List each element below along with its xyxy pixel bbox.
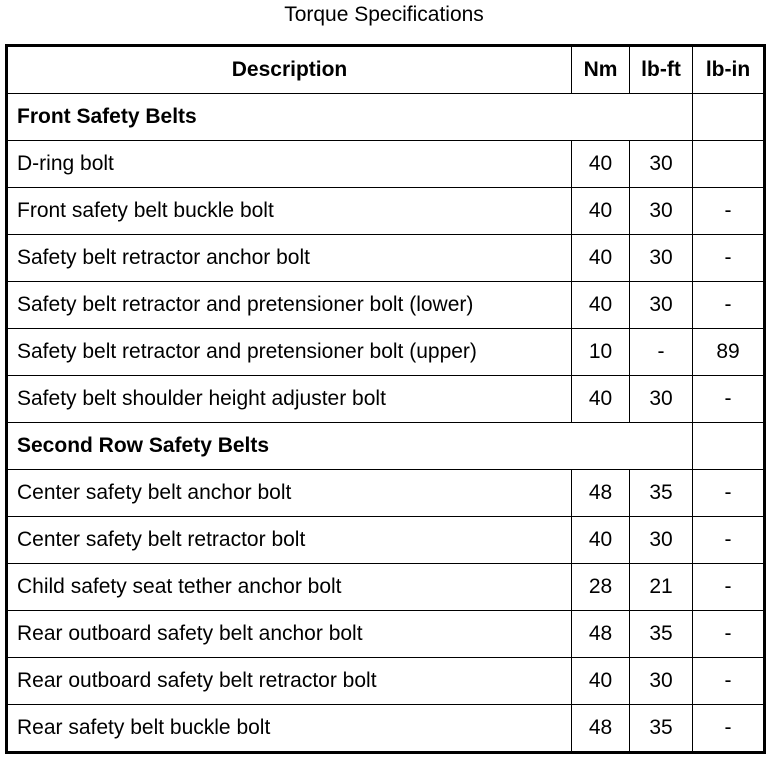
description-cell: Center safety belt retractor bolt — [7, 517, 572, 564]
section-heading: Second Row Safety Belts — [7, 423, 693, 470]
column-header-lb-in: lb-in — [693, 46, 765, 94]
description-cell: Safety belt retractor anchor bolt — [7, 235, 572, 282]
table-row — [7, 658, 765, 705]
torque-specifications-table — [5, 44, 766, 754]
table-row — [7, 235, 765, 282]
table-row — [7, 470, 765, 517]
nm-cell: 40 — [572, 376, 630, 423]
nm-cell: 40 — [572, 235, 630, 282]
table-row — [7, 564, 765, 611]
lb-ft-cell: 35 — [630, 470, 693, 517]
lb-ft-cell: 30 — [630, 376, 693, 423]
lb-in-cell: - — [693, 705, 765, 753]
table-row — [7, 517, 765, 564]
lb-in-cell: - — [693, 658, 765, 705]
lb-in-cell — [693, 141, 765, 188]
table-row — [7, 376, 765, 423]
lb-in-cell: - — [693, 611, 765, 658]
page-title: Torque Specifications — [284, 3, 484, 26]
nm-cell: 40 — [572, 188, 630, 235]
description-cell: D-ring bolt — [7, 141, 572, 188]
lb-ft-cell: 35 — [630, 705, 693, 753]
column-header-description: Description — [7, 46, 572, 94]
lb-ft-cell: - — [630, 329, 693, 376]
nm-cell: 40 — [572, 658, 630, 705]
description-cell: Rear outboard safety belt anchor bolt — [7, 611, 572, 658]
lb-in-cell: - — [693, 188, 765, 235]
section-empty-cell — [693, 423, 765, 470]
lb-in-cell: - — [693, 470, 765, 517]
description-cell: Front safety belt buckle bolt — [7, 188, 572, 235]
lb-in-cell: - — [693, 564, 765, 611]
nm-cell: 28 — [572, 564, 630, 611]
lb-ft-cell: 30 — [630, 517, 693, 564]
description-cell: Rear safety belt buckle bolt — [7, 705, 572, 753]
lb-in-cell: - — [693, 517, 765, 564]
lb-ft-cell: 35 — [630, 611, 693, 658]
section-row — [7, 94, 765, 141]
lb-in-cell: 89 — [693, 329, 765, 376]
nm-cell: 48 — [572, 705, 630, 753]
description-cell: Safety belt retractor and pretensioner bolt (upper) — [7, 329, 572, 376]
lb-ft-cell: 30 — [630, 188, 693, 235]
description-cell: Center safety belt anchor bolt — [7, 470, 572, 517]
nm-cell: 48 — [572, 611, 630, 658]
column-header-nm: Nm — [572, 46, 630, 94]
section-row — [7, 423, 765, 470]
section-empty-cell — [693, 94, 765, 141]
description-cell: Child safety seat tether anchor bolt — [7, 564, 572, 611]
section-heading: Front Safety Belts — [7, 94, 693, 141]
table-row — [7, 611, 765, 658]
nm-cell: 40 — [572, 141, 630, 188]
table-row — [7, 188, 765, 235]
lb-ft-cell: 21 — [630, 564, 693, 611]
table-row — [7, 329, 765, 376]
description-cell: Safety belt retractor and pretensioner bolt (lower) — [7, 282, 572, 329]
header-row — [7, 46, 765, 94]
lb-in-cell: - — [693, 235, 765, 282]
table-row — [7, 282, 765, 329]
lb-ft-cell: 30 — [630, 658, 693, 705]
table-row — [7, 141, 765, 188]
lb-ft-cell: 30 — [630, 282, 693, 329]
column-header-lb-ft: lb-ft — [630, 46, 693, 94]
nm-cell: 40 — [572, 517, 630, 564]
table-row — [7, 705, 765, 753]
description-cell: Safety belt shoulder height adjuster bolt — [7, 376, 572, 423]
lb-in-cell: - — [693, 376, 765, 423]
nm-cell: 40 — [572, 282, 630, 329]
nm-cell: 48 — [572, 470, 630, 517]
lb-ft-cell: 30 — [630, 235, 693, 282]
lb-ft-cell: 30 — [630, 141, 693, 188]
description-cell: Rear outboard safety belt retractor bolt — [7, 658, 572, 705]
lb-in-cell: - — [693, 282, 765, 329]
nm-cell: 10 — [572, 329, 630, 376]
